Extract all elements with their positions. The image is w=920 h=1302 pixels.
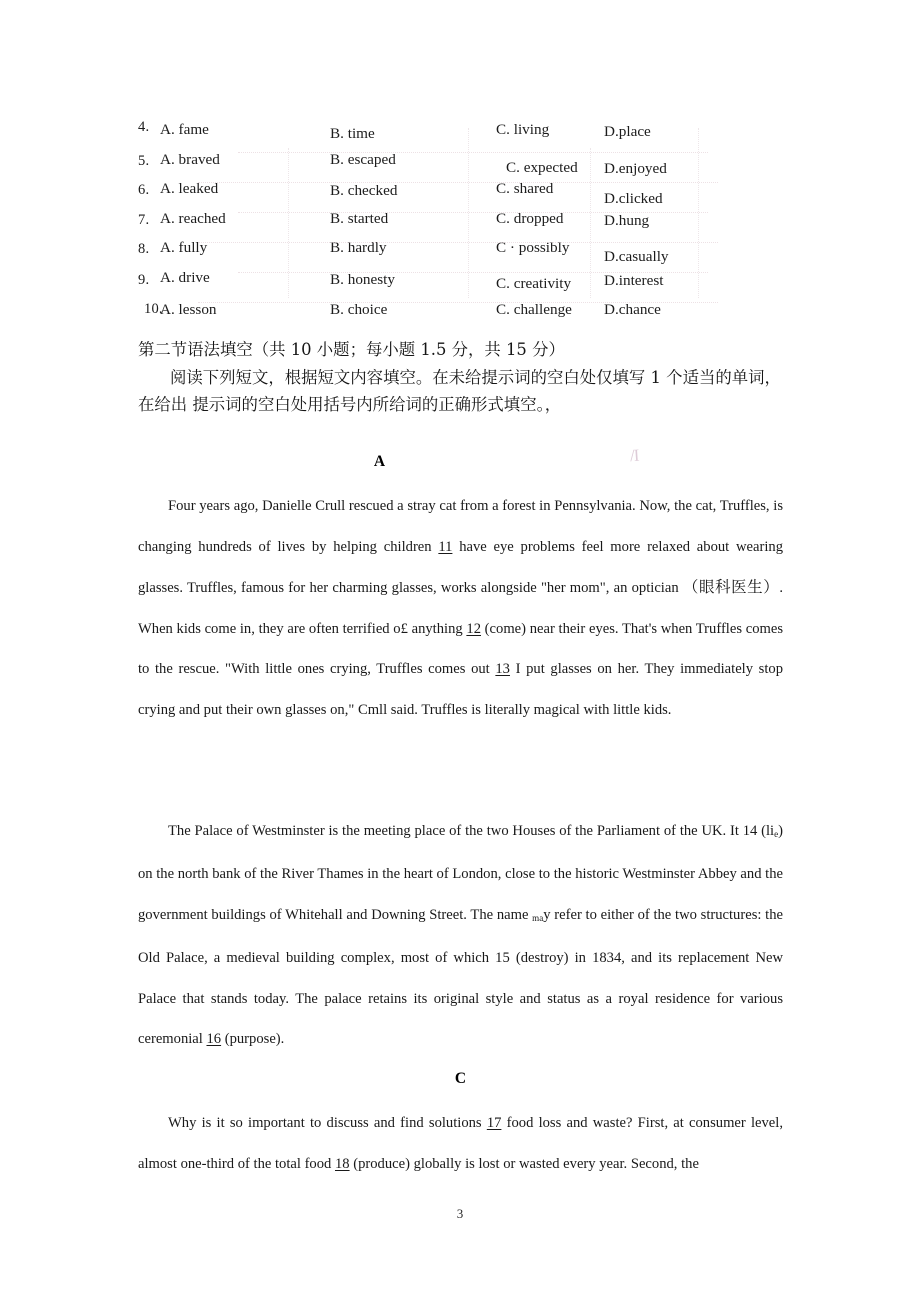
section-instruction-line-2: 在给出 提示词的空白处用括号内所给词的正确形式填空。， bbox=[138, 395, 562, 414]
option-c[interactable]: C. living bbox=[496, 121, 550, 138]
table-gridline-horizontal bbox=[238, 212, 708, 213]
table-gridline-horizontal bbox=[198, 182, 718, 183]
table-gridline-horizontal bbox=[198, 302, 718, 303]
multiple-choice-table bbox=[138, 118, 783, 325]
option-d[interactable]: D.clicked bbox=[604, 190, 663, 208]
answer-blank[interactable]: 13 bbox=[495, 661, 510, 677]
table-gridline-vertical bbox=[288, 148, 289, 298]
table-gridline-vertical bbox=[590, 148, 591, 298]
option-c[interactable]: C. shared bbox=[496, 180, 554, 198]
option-a[interactable]: A. reached bbox=[160, 209, 226, 227]
option-b[interactable]: B. time bbox=[330, 125, 375, 142]
option-a[interactable]: A. leaked bbox=[160, 180, 219, 198]
passage-c-body: Why is it so important to discuss and find solutions 17 food loss and waste? First, at consumer level, almost one-third of the total food 18 (produce) globally is lost or wasted every year. Second, the bbox=[138, 1115, 783, 1172]
option-a[interactable]: A. fully bbox=[160, 239, 208, 257]
option-a[interactable]: A. drive bbox=[160, 268, 210, 286]
passage-heading-a: A bbox=[373, 453, 386, 470]
question-row bbox=[138, 236, 783, 266]
question-number[interactable]: 8. bbox=[138, 241, 150, 258]
question-row bbox=[138, 296, 783, 326]
question-number[interactable]: 4. bbox=[138, 119, 150, 135]
passage-a-body: Four years ago, Danielle Crull rescued a stray cat from a forest in Pennsylvania. Now, the cat, Truffles, is changing hundreds of lives by helping children 11 have eye problems feel more relaxed about wearing glasses. Truffles, famous for her charming glasses, works alongside "her mom", an optician （眼科医生）. When kids come in, they are often terrified o£ anything 12 (come) near their eyes. That's when Truffles comes to the rescue. "With little ones crying, Truffles comes out 13 I put glasses on her. They immediately stop crying and put their own glasses on," Cmll said. Truffles is literally magical with little kids. bbox=[138, 498, 783, 718]
ocr-subscript-artifact: e bbox=[774, 828, 779, 839]
question-number[interactable]: 10. bbox=[144, 300, 163, 317]
option-d[interactable]: D.enjoyed bbox=[604, 159, 667, 177]
question-number[interactable]: 5. bbox=[138, 152, 150, 169]
question-number[interactable]: 6. bbox=[138, 182, 150, 199]
scan-artifact-mark: /I bbox=[629, 445, 640, 466]
option-d[interactable]: D.casually bbox=[604, 248, 669, 266]
option-b[interactable]: B. choice bbox=[330, 300, 388, 318]
option-b[interactable]: B. honesty bbox=[330, 270, 395, 288]
page-number: 3 bbox=[456, 1206, 464, 1221]
table-gridline-vertical bbox=[468, 128, 469, 298]
section-instruction-line-1: 阅读下列短文，根据短文内容填空。在未给提示词的空白处仅填写 1 个适当的单词， bbox=[170, 368, 781, 387]
option-b[interactable]: B. hardly bbox=[330, 239, 387, 257]
option-c[interactable]: C. expected bbox=[506, 158, 578, 176]
question-number[interactable]: 9. bbox=[138, 271, 150, 288]
option-a[interactable]: A. braved bbox=[160, 150, 220, 168]
table-gridline-horizontal bbox=[198, 242, 718, 243]
passage-b-body: The Palace of Westminster is the meeting place of the two Houses of the Parliament of the UK. It 14 $(li_e)$ on the north bank of the River Thames in the heart of London, close to the historic Westminster Abbey and the government buildings of Whitehall and Downing Street. The name $_{ma}$y refer to either of the two structures: the Old Palace, a medieval building complex, most of which 15 (destroy) in 1834, and its replacement New Palace that stands today. The palace retains its original style and status as a royal residence for various ceremonial 16 (purpose). bbox=[138, 823, 783, 1048]
table-gridline-horizontal bbox=[238, 152, 708, 153]
section-heading: 第二节语法填空（共 10 小题；每小题 1.5 分，共 15 分） bbox=[138, 340, 565, 359]
option-a[interactable]: A. lesson bbox=[160, 300, 217, 318]
passage-heading-c: C bbox=[454, 1070, 467, 1087]
option-d[interactable]: D.place bbox=[604, 123, 651, 140]
option-a[interactable]: A. fame bbox=[160, 121, 209, 138]
table-gridline-vertical bbox=[698, 128, 699, 298]
option-c[interactable]: C. challenge bbox=[496, 300, 572, 318]
question-row bbox=[138, 118, 783, 148]
option-b[interactable]: B. checked bbox=[330, 182, 398, 200]
table-gridline-horizontal bbox=[238, 272, 708, 273]
answer-blank[interactable]: 12 bbox=[466, 620, 481, 637]
answer-blank[interactable]: 11 bbox=[438, 538, 453, 555]
option-c[interactable]: C. dropped bbox=[496, 209, 564, 227]
answer-blank[interactable]: 17 bbox=[486, 1115, 502, 1131]
option-c[interactable]: C. creativity bbox=[496, 274, 572, 292]
option-d[interactable]: D.chance bbox=[604, 300, 661, 318]
answer-blank[interactable]: 18 bbox=[334, 1155, 350, 1172]
option-d[interactable]: D.interest bbox=[604, 271, 664, 289]
option-d[interactable]: D.hung bbox=[604, 211, 650, 229]
option-b[interactable]: B. escaped bbox=[330, 150, 396, 168]
answer-blank[interactable]: 16 bbox=[206, 1031, 222, 1048]
question-number[interactable]: 7. bbox=[138, 211, 150, 228]
option-b[interactable]: B. started bbox=[330, 209, 389, 227]
option-c[interactable]: C · possibly bbox=[496, 239, 570, 257]
ocr-subscript-artifact: ma bbox=[532, 912, 544, 923]
question-row bbox=[138, 266, 783, 296]
chinese-gloss: （眼科医生） bbox=[682, 578, 780, 596]
